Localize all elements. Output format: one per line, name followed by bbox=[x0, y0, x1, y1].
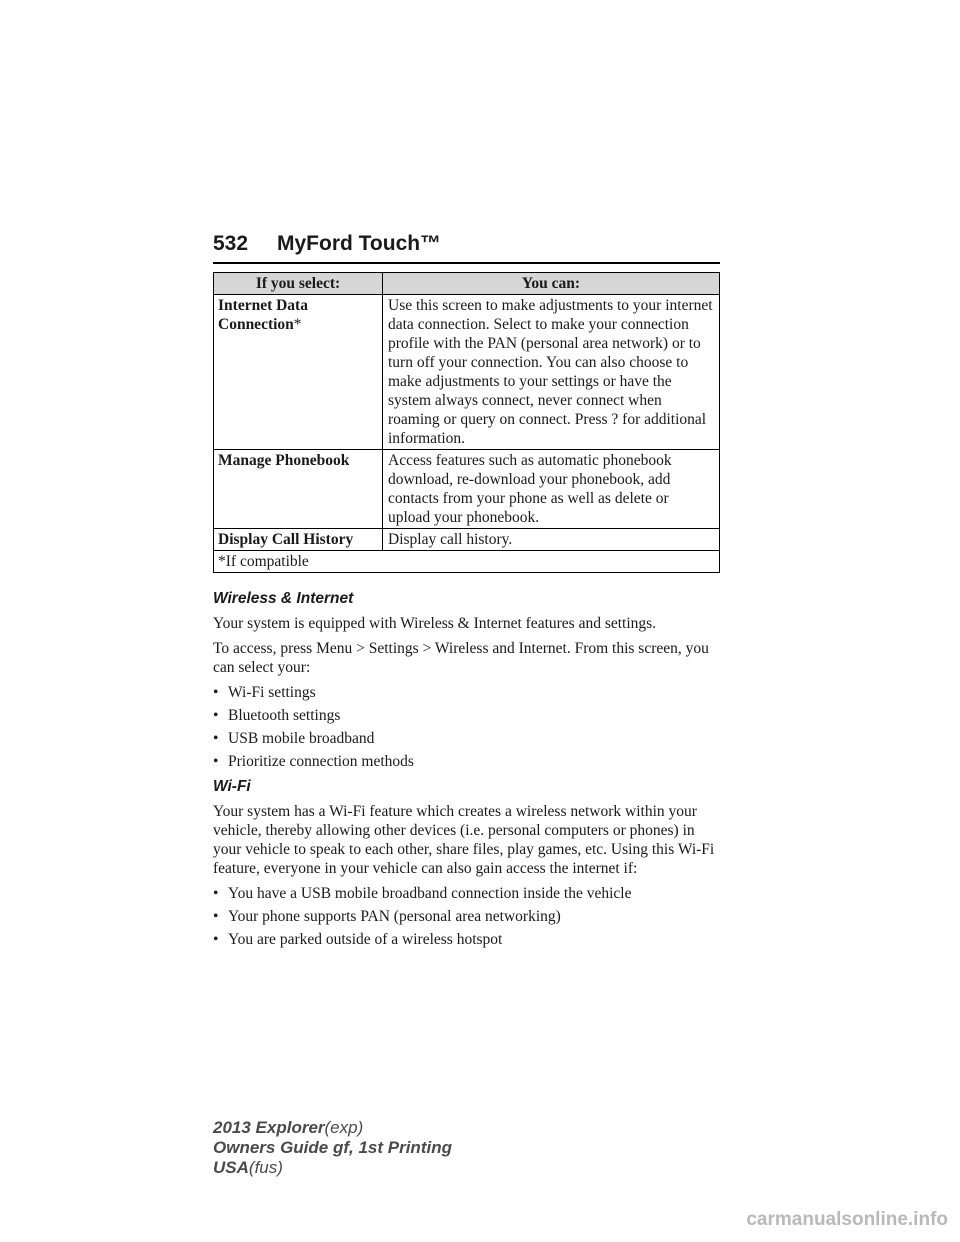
table-row bbox=[214, 450, 720, 529]
list-item bbox=[213, 752, 723, 771]
wireless-heading: Wireless & Internet bbox=[213, 590, 354, 607]
footnote-marker: * bbox=[293, 316, 302, 333]
list-item bbox=[213, 683, 723, 702]
settings-table bbox=[213, 272, 720, 573]
list-item bbox=[213, 930, 723, 949]
footer-edition: Owners Guide gf, 1st Printing bbox=[213, 1138, 452, 1157]
table-row bbox=[214, 295, 720, 450]
list-item-text: You have a USB mobile broadband connection inside the vehicle bbox=[228, 885, 632, 902]
bullet-icon: • bbox=[213, 931, 219, 948]
table-cell-select: Display Call History bbox=[214, 529, 383, 551]
table-row bbox=[214, 529, 720, 551]
site-watermark: carmanualsonline.info bbox=[746, 1209, 948, 1230]
wifi-bullet-list bbox=[213, 884, 723, 949]
select-label-line1: Internet Data bbox=[218, 297, 308, 314]
column-header-select: If you select: bbox=[214, 273, 383, 295]
footer-model: 2013 Explorer bbox=[213, 1118, 325, 1137]
table-cell-action: Use this screen to make adjustments to your internet data connection. Select to make your connection profile with the PAN (personal area network) or to turn off your connection. You can also choose to make adjustments to your settings or have the system always connect, never connect when roaming or query on connect. Press ? for additional information. bbox=[383, 295, 720, 450]
list-item-text: Prioritize connection methods bbox=[228, 753, 414, 770]
list-item-text: Your phone supports PAN (personal area networking) bbox=[228, 908, 561, 925]
section-title: MyFord Touch™ bbox=[277, 232, 442, 255]
list-item bbox=[213, 706, 723, 725]
table-cell-select: Manage Phonebook bbox=[214, 450, 383, 529]
list-item-text: Bluetooth settings bbox=[228, 707, 341, 724]
wireless-intro: Your system is equipped with Wireless & Internet features and settings. bbox=[213, 615, 657, 632]
list-item-text: You are parked outside of a wireless hotspot bbox=[228, 931, 503, 948]
list-item-text: Wi-Fi settings bbox=[228, 684, 316, 701]
footer-line-1 bbox=[213, 1118, 452, 1138]
footer-market: USA bbox=[213, 1158, 249, 1177]
bullet-icon: • bbox=[213, 730, 219, 747]
print-footer bbox=[213, 1118, 452, 1178]
footer-line-2 bbox=[213, 1138, 452, 1158]
bullet-icon: • bbox=[213, 684, 219, 701]
table-cell-action: Access features such as automatic phonebook download, re-download your phonebook, add contacts from your phone as well as delete or upload your phonebook. bbox=[383, 450, 720, 529]
wireless-bullet-list bbox=[213, 683, 723, 771]
list-item bbox=[213, 884, 723, 903]
list-item-text: USB mobile broadband bbox=[228, 730, 375, 747]
table-footnote: *If compatible bbox=[214, 551, 720, 573]
wifi-body: Your system has a Wi-Fi feature which creates a wireless network within your vehicle, thereby allowing other devices (i.e. personal computers or phones) in your vehicle to speak to each other, share files, play games, etc. Using this Wi-Fi feature, everyone in your vehicle can also gain access the internet if: bbox=[213, 803, 715, 877]
table-header-row bbox=[214, 273, 720, 295]
table-cell-action: Display call history. bbox=[383, 529, 720, 551]
list-item bbox=[213, 907, 723, 926]
bullet-icon: • bbox=[213, 908, 219, 925]
footer-line-3 bbox=[213, 1158, 452, 1178]
footer-market-code: (fus) bbox=[248, 1158, 283, 1177]
body-content bbox=[213, 589, 723, 955]
header-rule bbox=[213, 262, 720, 264]
column-header-action: You can: bbox=[383, 273, 720, 295]
bullet-icon: • bbox=[213, 707, 219, 724]
wifi-heading: Wi-Fi bbox=[213, 778, 251, 795]
page-number: 532 bbox=[213, 232, 249, 255]
bullet-icon: • bbox=[213, 753, 219, 770]
table-footnote-row bbox=[214, 551, 720, 573]
table-cell-select bbox=[214, 295, 383, 450]
select-label-line2: Connection bbox=[218, 316, 294, 333]
footer-model-code: (exp) bbox=[324, 1118, 364, 1137]
list-item bbox=[213, 729, 723, 748]
bullet-icon: • bbox=[213, 885, 219, 902]
wireless-access: To access, press Menu > Settings > Wireless and Internet. From this screen, you can select your: bbox=[213, 640, 709, 676]
